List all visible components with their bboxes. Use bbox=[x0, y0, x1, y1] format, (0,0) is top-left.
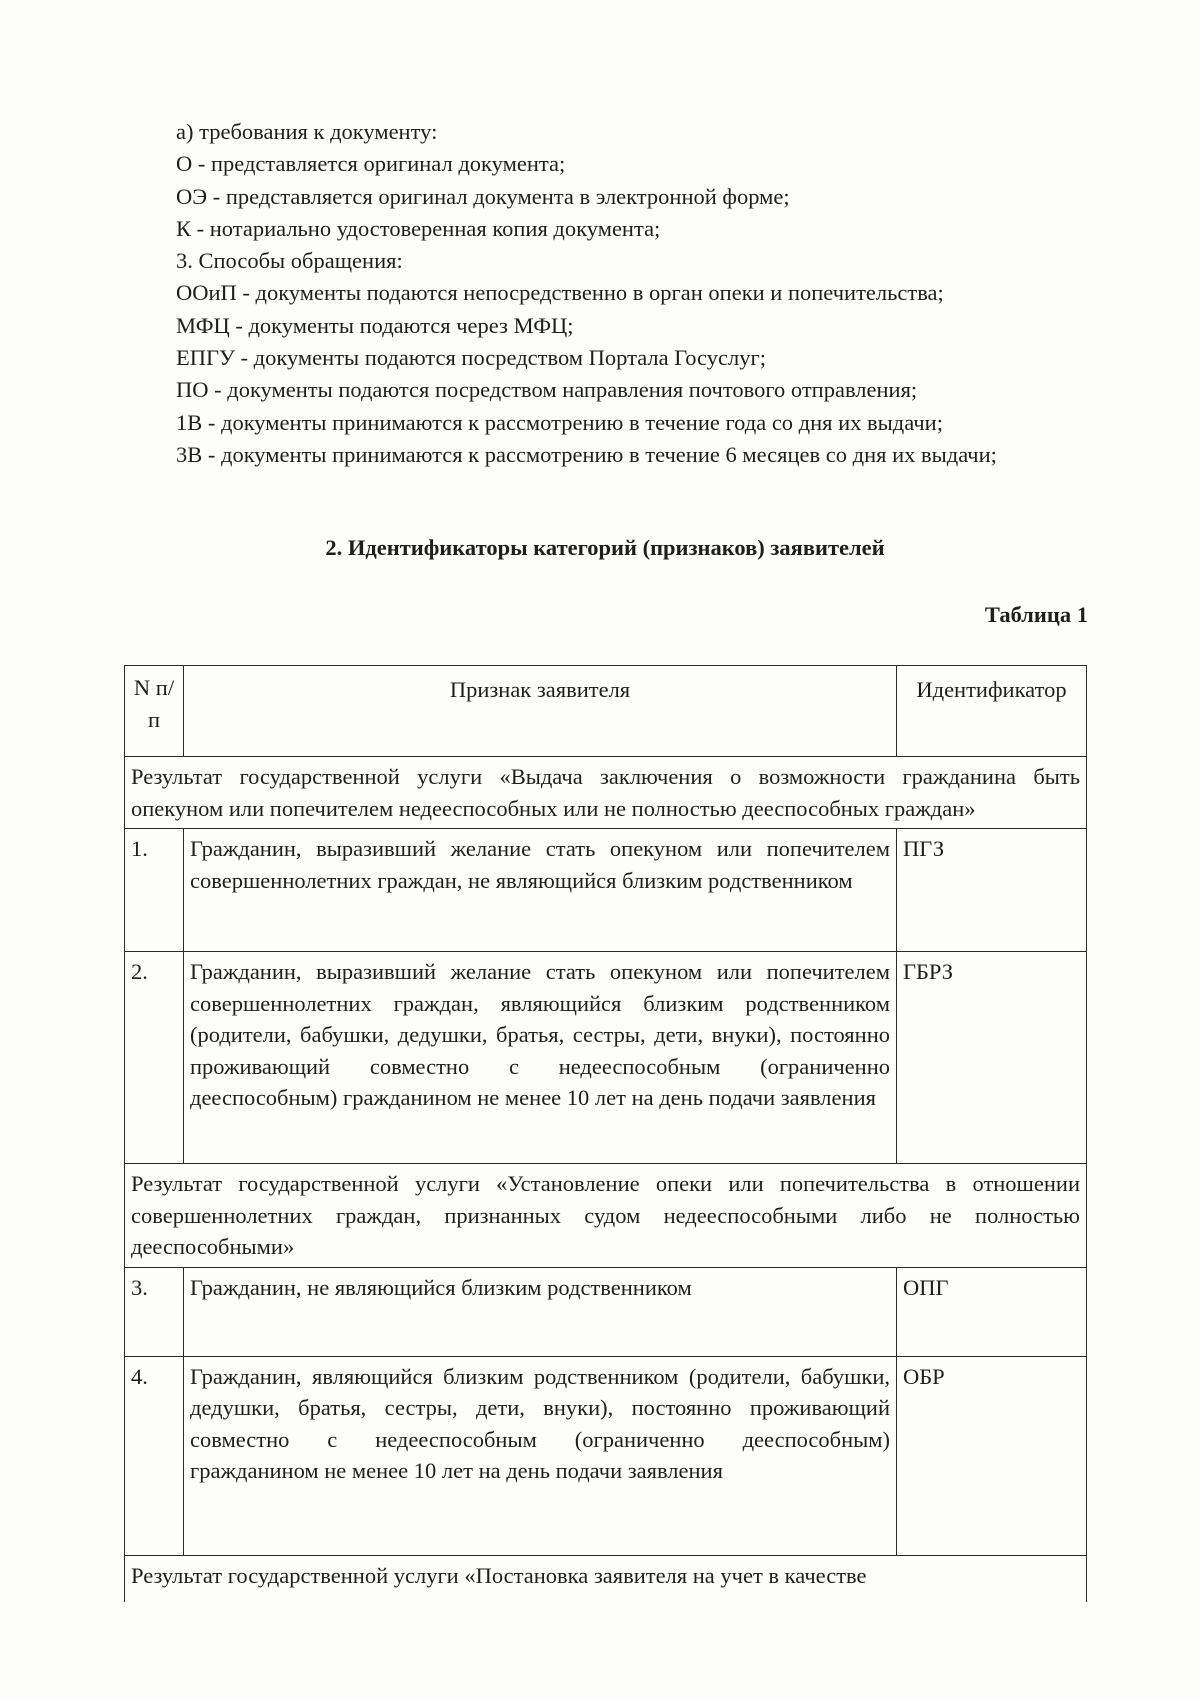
legend-line: ПО - документы подаются посредством направления почтового отправления; bbox=[176, 377, 918, 403]
header-identifier: Идентификатор bbox=[897, 666, 1087, 757]
row-number: 3. bbox=[125, 1267, 184, 1356]
legend-block bbox=[124, 116, 1086, 471]
legend-line: МФЦ - документы подаются через МФЦ; bbox=[176, 312, 574, 338]
group-title: Результат государственной услуги «Установление опеки или попечительства в отношении совершеннолетних граждан, признанных судом недееспособными либо не полностью дееспособными» bbox=[125, 1164, 1087, 1268]
legend-line: К - нотариально удостоверенная копия документа; bbox=[176, 215, 661, 241]
table-row bbox=[125, 829, 1087, 952]
table-row bbox=[125, 952, 1087, 1164]
table-header-row bbox=[125, 666, 1087, 757]
table-row bbox=[125, 1356, 1087, 1555]
row-identifier: ОБР bbox=[897, 1356, 1087, 1555]
legend-line: ОЭ - представляется оригинал документа в электронной форме; bbox=[176, 183, 790, 209]
table-row bbox=[125, 1267, 1087, 1356]
row-sign: Гражданин, являющийся близким родственником (родители, бабушки, дедушки, братья, сестры, дети, внуки), постоянно проживающий совместно с недееспособным (ограниченно дееспособным) гражданином не менее 10 лет на день подачи заявления bbox=[184, 1356, 897, 1555]
row-number: 2. bbox=[125, 952, 184, 1164]
row-sign: Гражданин, не являющийся близким родственником bbox=[184, 1267, 897, 1356]
row-identifier: ПГЗ bbox=[897, 829, 1087, 952]
legend-line: ООиП - документы подаются непосредственно в орган опеки и попечительства; bbox=[176, 280, 944, 306]
legend-line: 3В - документы принимаются к рассмотрению в течение 6 месяцев со дня их выдачи; bbox=[176, 441, 997, 467]
table-label: Таблица 1 bbox=[984, 602, 1088, 627]
section-heading: 2. Идентификаторы категорий (признаков) заявителей bbox=[325, 535, 885, 560]
row-sign: Гражданин, выразивший желание стать опекуном или попечителем совершеннолетних граждан, являющийся близким родственником (родители, бабушки, дедушки, братья, сестры, дети, внуки), постоянно проживающий совместно с недееспособным (ограниченно дееспособным) гражданином не менее 10 лет на день подачи заявления bbox=[184, 952, 897, 1164]
header-sign: Признак заявителя bbox=[184, 666, 897, 757]
group-row bbox=[125, 1555, 1087, 1602]
legend-line: 3. Способы обращения: bbox=[176, 248, 403, 274]
legend-line: О - представляется оригинал документа; bbox=[176, 151, 566, 177]
row-identifier: ОПГ bbox=[897, 1267, 1087, 1356]
header-number: N п/п bbox=[125, 666, 184, 757]
legend-line: 1В - документы принимаются к рассмотрению в течение года со дня их выдачи; bbox=[176, 409, 943, 435]
applicant-identifiers-table bbox=[124, 665, 1087, 1602]
group-row bbox=[125, 1164, 1087, 1268]
row-sign: Гражданин, выразивший желание стать опекуном или попечителем совершеннолетних граждан, не являющийся близким родственником bbox=[184, 829, 897, 952]
row-number: 4. bbox=[125, 1356, 184, 1555]
group-title: Результат государственной услуги «Постановка заявителя на учет в качестве bbox=[125, 1555, 1087, 1602]
legend-line: ЕПГУ - документы подаются посредством Портала Госуслуг; bbox=[176, 345, 766, 371]
group-row bbox=[125, 757, 1087, 829]
legend-line: а) требования к документу: bbox=[176, 119, 438, 144]
row-identifier: ГБРЗ bbox=[897, 952, 1087, 1164]
group-title: Результат государственной услуги «Выдача заключения о возможности гражданина быть опекуном или попечителем недееспособных или не полностью дееспособных граждан» bbox=[125, 757, 1087, 829]
row-number: 1. bbox=[125, 829, 184, 952]
